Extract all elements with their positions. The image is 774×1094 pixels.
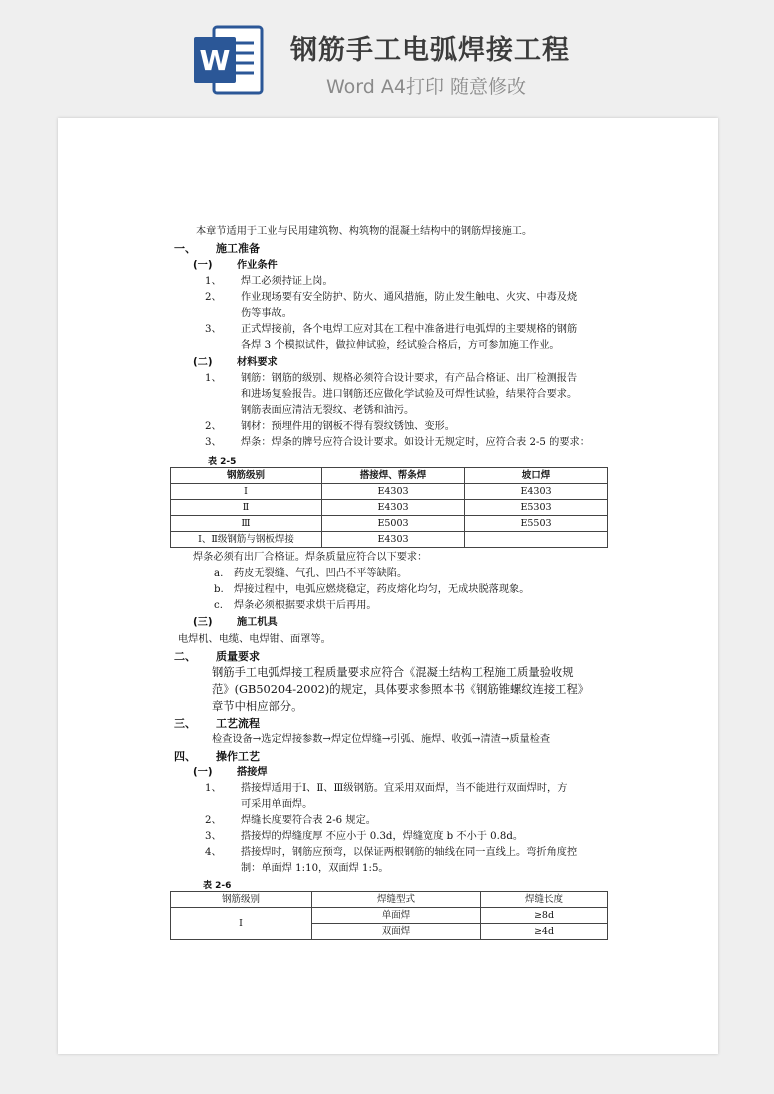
list-item: 焊接过程中，电弧应燃烧稳定，药皮熔化均匀，无成块脱落现象。	[234, 584, 530, 595]
table-cell: 双面焊	[312, 924, 481, 940]
table-header-cell: 搭接焊、帮条焊	[322, 468, 465, 484]
section-number: 二、	[174, 650, 196, 663]
table-header-cell: 坡口焊	[465, 468, 608, 484]
subsection-title: 搭接焊	[237, 767, 268, 778]
intro-text: 本章节适用于工业与民用建筑物、构筑物的混凝土结构中的钢筋焊接施工。	[196, 226, 533, 237]
document-subtitle: Word A4打印 随意修改	[326, 76, 527, 98]
table-cell: E5303	[465, 500, 608, 516]
document-title: 钢筋手工电弧焊接工程	[290, 35, 570, 66]
table-header-cell: 焊缝型式	[312, 892, 481, 908]
table-caption: 表 2-5	[208, 457, 237, 467]
list-number: b.	[214, 584, 224, 595]
list-number: 3、	[205, 324, 222, 335]
table-row	[171, 532, 608, 548]
subsection-title: 材料要求	[237, 357, 278, 368]
list-item-continued: 伤等事故。	[241, 308, 292, 319]
section-number: 三、	[174, 717, 196, 730]
list-item: 正式焊接前，各个电焊工应对其在工程中准备进行电弧焊的主要规格的钢筋	[241, 324, 578, 335]
section-number: 一、	[174, 242, 196, 255]
subsection-number: (二)	[193, 357, 213, 368]
subsection-number: (一)	[193, 767, 213, 778]
table-cell: E5003	[322, 516, 465, 532]
list-item-continued: 可采用单面焊。	[241, 799, 313, 810]
subsection-number: (一)	[193, 260, 213, 271]
table-cell: ≥8d	[481, 908, 608, 924]
list-item: 焊条必须根据要求烘干后再用。	[234, 600, 377, 611]
table-cell: 单面焊	[312, 908, 481, 924]
table-cell: Ⅰ、Ⅱ级钢筋与钢板焊接	[171, 532, 322, 548]
list-item: 药皮无裂缝、气孔、凹凸不平等缺陷。	[234, 568, 408, 579]
section-title: 质量要求	[216, 650, 260, 663]
subsection-number: (三)	[193, 617, 213, 628]
list-item: 钢材：预埋件用的钢板不得有裂纹锈蚀、变形。	[241, 421, 455, 432]
paragraph: 范》(GB50204-2002)的规定，具体要求参照本书《钢筋锥螺纹连接工程》	[212, 683, 590, 696]
list-item: 钢筋：钢筋的级别、规格必须符合设计要求，有产品合格证、出厂检测报告	[241, 373, 578, 384]
list-item: 搭接焊的焊缝度厚 不应小于 0.3d，焊缝宽度 b 不小于 0.8d。	[241, 831, 524, 842]
list-number: c.	[214, 600, 223, 611]
table-row	[171, 908, 608, 924]
table-row	[171, 500, 608, 516]
subsection-title: 作业条件	[237, 260, 278, 271]
list-number: 1、	[205, 783, 222, 794]
list-number: 2、	[205, 815, 222, 826]
table-cell: Ⅰ	[171, 484, 322, 500]
table-cell: E4303	[322, 484, 465, 500]
list-number: 1、	[205, 373, 222, 384]
electrode-table	[170, 467, 608, 548]
paragraph: 焊条必须有出厂合格证。焊条质量应符合以下要求：	[193, 552, 428, 563]
table-cell: E4303	[322, 532, 465, 548]
table-cell: Ⅱ	[171, 500, 322, 516]
paragraph: 章节中相应部分。	[212, 700, 303, 713]
table-header-cell: 焊缝长度	[481, 892, 608, 908]
section-title: 操作工艺	[216, 750, 260, 763]
list-number: 1、	[205, 276, 222, 287]
weld-length-table	[170, 891, 608, 940]
list-number: 2、	[205, 421, 222, 432]
list-item-continued: 钢筋表面应清洁无裂纹、老锈和油污。	[241, 405, 415, 416]
list-item: 焊缝长度要符合表 2-6 规定。	[241, 815, 376, 826]
list-number: 4、	[205, 847, 222, 858]
table-caption: 表 2-6	[203, 881, 232, 891]
svg-text:W: W	[199, 44, 231, 77]
list-number: 3、	[205, 437, 222, 448]
table-row	[171, 516, 608, 532]
table-cell: Ⅲ	[171, 516, 322, 532]
table-cell: E4303	[465, 484, 608, 500]
table-cell: ≥4d	[481, 924, 608, 940]
subsection-title: 施工机具	[237, 617, 278, 628]
list-number: 2、	[205, 292, 222, 303]
table-cell: Ⅰ	[171, 908, 312, 940]
table-header-cell: 钢筋级别	[171, 468, 322, 484]
section-title: 施工准备	[216, 242, 260, 255]
list-item: 焊条：焊条的牌号应符合设计要求。如设计无规定时，应符合表 2-5 的要求：	[241, 437, 590, 448]
table-cell: E5503	[465, 516, 608, 532]
list-item-continued: 和进场复验报告。进口钢筋还应做化学试验及可焊性试验，结果符合要求。	[241, 389, 578, 400]
paragraph: 电焊机、电缆、电焊钳、面罩等。	[178, 634, 331, 645]
list-item-continued: 各焊 3 个模拟试件，做拉伸试验，经试验合格后，方可参加施工作业。	[241, 340, 560, 351]
table-cell: E4303	[322, 500, 465, 516]
list-item: 焊工必须持证上岗。	[241, 276, 333, 287]
list-item: 作业现场要有安全防护、防火、通风措施，防止发生触电、火灾、中毒及烧	[241, 292, 578, 303]
table-header-cell: 钢筋级别	[171, 892, 312, 908]
table-cell	[465, 532, 608, 548]
list-number: 3、	[205, 831, 222, 842]
process-flow: 检查设备→选定焊接参数→焊定位焊缝→引弧、施焊、收弧→清渣→质量检查	[212, 734, 551, 745]
paragraph: 钢筋手工电弧焊接工程质量要求应符合《混凝土结构工程施工质量验收规	[212, 666, 574, 679]
list-item: 搭接焊适用于Ⅰ、Ⅱ、Ⅲ级钢筋。宜采用双面焊，当不能进行双面焊时，方	[241, 783, 568, 794]
list-item-continued: 制：单面焊 1:10，双面焊 1:5。	[241, 863, 389, 874]
list-number: a.	[214, 568, 224, 579]
list-item: 搭接焊时，钢筋应预弯，以保证两根钢筋的轴线在同一直线上。弯折角度控	[241, 847, 578, 858]
section-title: 工艺流程	[216, 717, 260, 730]
table-row	[171, 484, 608, 500]
section-number: 四、	[174, 750, 196, 763]
